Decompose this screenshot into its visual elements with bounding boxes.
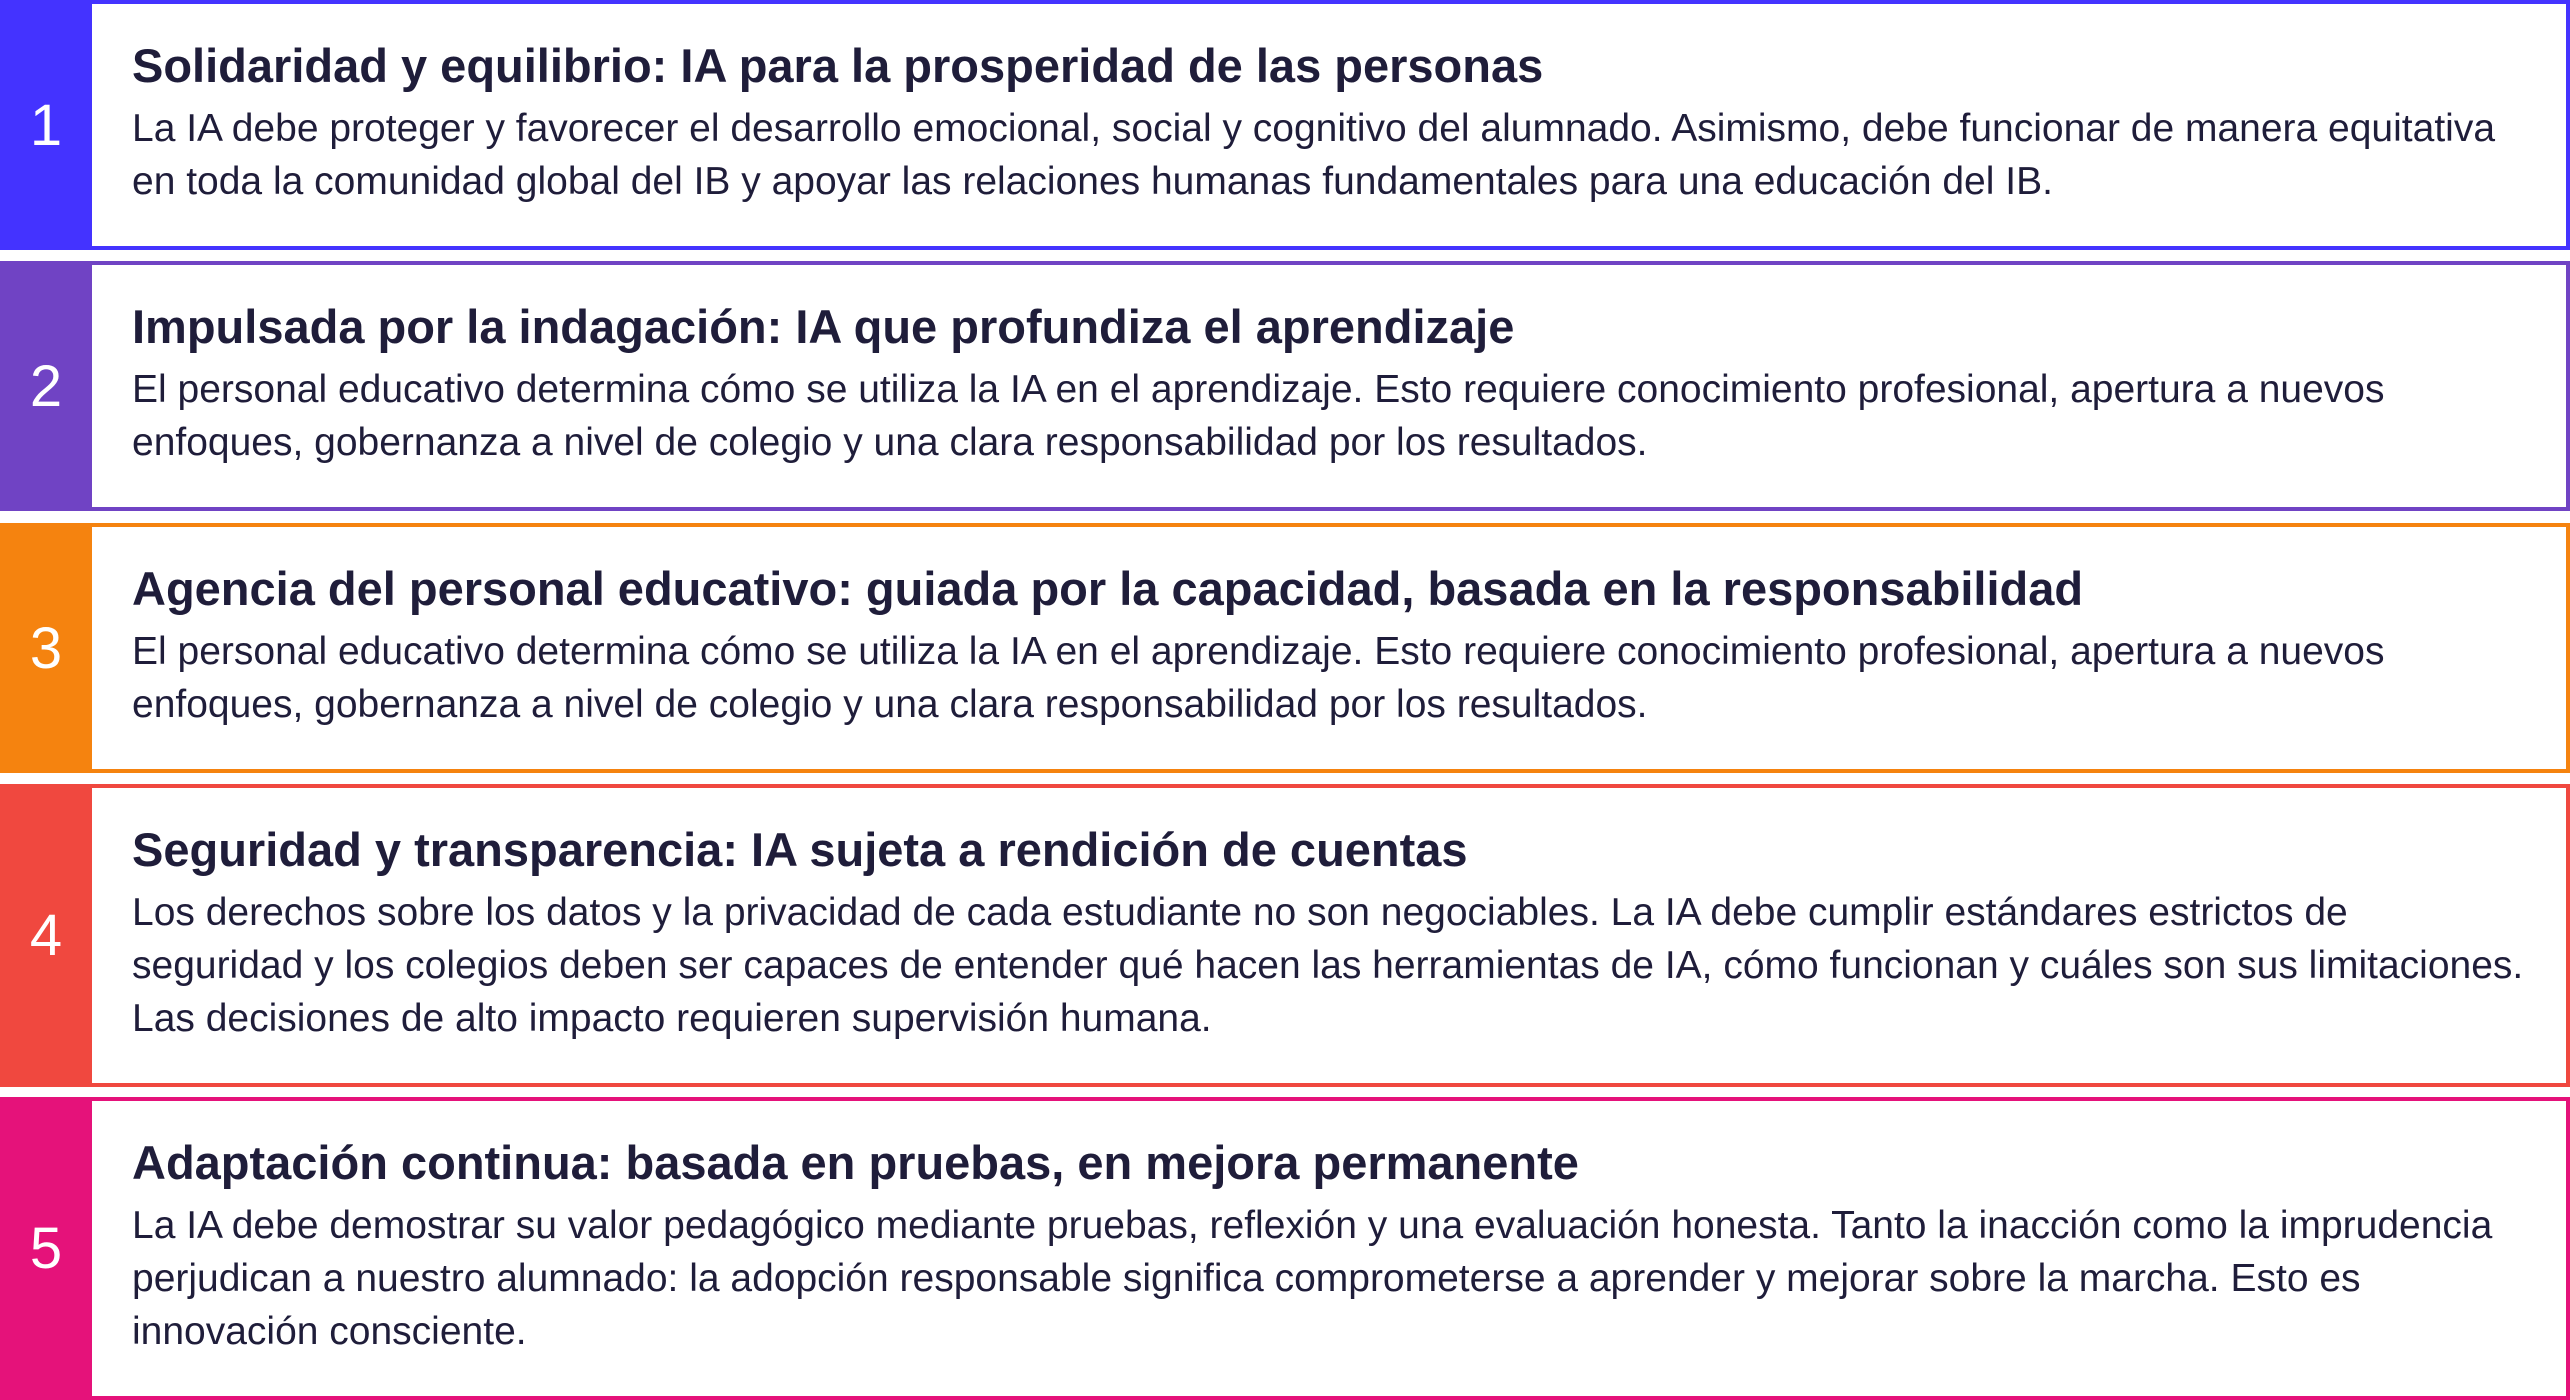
principle-title: Seguridad y transparencia: IA sujeta a rendición de cuentas [132, 823, 1468, 876]
principle-number: 3 [0, 523, 92, 773]
principle-title: Adaptación continua: basada en pruebas, en mejora permanente [132, 1136, 1579, 1189]
principle-body [92, 261, 2570, 511]
principle-title: Agencia del personal educativo: guiada por la capacidad, basada en la responsabilidad [132, 562, 2084, 615]
principle-description: La IA debe proteger y favorecer el desarrollo emocional, social y cognitivo del alumnado. Asimismo, debe funcionar de manera equitativa en toda la comunidad global del IB y apoyar las relaciones humanas fundamentales para una educación del IB. [132, 107, 2496, 203]
principle-description: Los derechos sobre los datos y la privacidad de cada estudiante no son negociables. La IA debe cumplir estándares estrictos de seguridad y los colegios deben ser capaces de entender qué hacen las herramientas de IA, cómo funcionan y cuáles son sus limitaciones. Las decisiones de alto impacto requieren supervisión humana. [132, 891, 2524, 1040]
principle-card [0, 0, 2570, 250]
principle-body [92, 784, 2570, 1087]
principle-number: 1 [0, 0, 92, 250]
principle-number: 4 [0, 784, 92, 1087]
principle-description: El personal educativo determina cómo se utiliza la IA en el aprendizaje. Esto requiere conocimiento profesional, apertura a nuevos enfoques, gobernanza a nivel de colegio y una clara responsabilidad por los resultados. [132, 368, 2385, 464]
principle-description: La IA debe demostrar su valor pedagógico mediante pruebas, reflexión y una evaluación honesta. Tanto la inacción como la imprudencia perjudican a nuestro alumnado: la adopción responsable significa comprometerse a aprender y mejorar sobre la marcha. Esto es innovación consciente. [132, 1204, 2493, 1353]
principle-body [92, 523, 2570, 773]
principle-title: Impulsada por la indagación: IA que profundiza el aprendizaje [132, 300, 1515, 353]
principle-number: 2 [0, 261, 92, 511]
principle-body [92, 0, 2570, 250]
principle-body [92, 1097, 2570, 1400]
principle-card [0, 1097, 2570, 1400]
principle-description: El personal educativo determina cómo se utiliza la IA en el aprendizaje. Esto requiere conocimiento profesional, apertura a nuevos enfoques, gobernanza a nivel de colegio y una clara responsabilidad por los resultados. [132, 630, 2385, 726]
principle-number: 5 [0, 1097, 92, 1400]
principle-card [0, 261, 2570, 511]
principle-card [0, 523, 2570, 773]
principle-card [0, 784, 2570, 1087]
principle-title: Solidaridad y equilibrio: IA para la prosperidad de las personas [132, 39, 1544, 92]
